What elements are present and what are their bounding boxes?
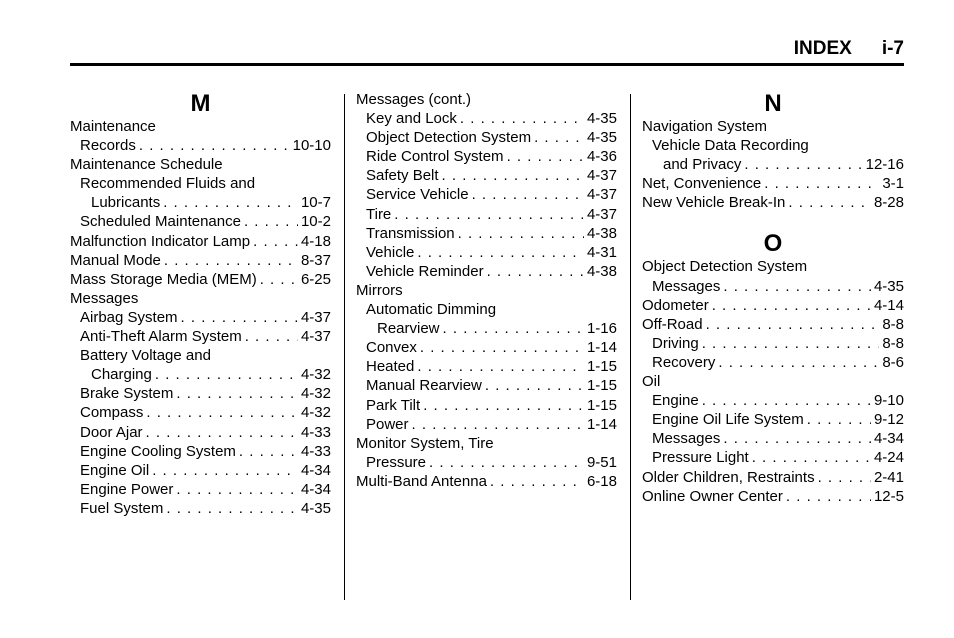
entry-page-number: 4-32: [300, 366, 331, 384]
entry-page-number: 4-35: [586, 129, 617, 147]
dot-leader: [442, 166, 584, 185]
entry-label: Maintenance: [70, 118, 156, 135]
dot-leader: [139, 136, 290, 155]
dot-leader: [487, 262, 584, 281]
entry-label: Object Detection System: [366, 129, 532, 147]
dot-leader: [718, 353, 879, 372]
index-entry: [356, 357, 617, 376]
entry-page-number: 4-32: [300, 404, 331, 422]
index-entry: [356, 415, 617, 434]
dot-leader: [786, 487, 871, 506]
entry-page-number: 4-14: [873, 296, 904, 314]
entry-label: Rearview: [377, 320, 440, 338]
entry-page-number: 4-32: [300, 385, 331, 403]
column-divider: [344, 94, 345, 600]
entry-label: Mass Storage Media (MEM): [70, 270, 257, 288]
entry-label: and Privacy: [663, 156, 742, 174]
index-entry: [70, 365, 331, 384]
dot-leader: [458, 224, 584, 243]
entry-label: Maintenance Schedule: [70, 156, 223, 174]
entry-page-number: 4-37: [300, 308, 331, 326]
dot-leader: [166, 499, 298, 518]
entry-label: Battery Voltage and: [80, 347, 211, 365]
entry-label: Power: [366, 415, 409, 433]
index-entry: [642, 391, 904, 410]
dot-leader: [429, 453, 584, 472]
entry-label: Pressure Light: [652, 449, 749, 467]
dot-leader: [712, 296, 871, 315]
section-gap: [642, 212, 904, 230]
entry-label: Messages: [70, 289, 139, 307]
entry-label: Navigation System: [642, 118, 768, 135]
entry-page-number: 4-31: [586, 243, 617, 261]
entry-page-number: 1-15: [586, 396, 617, 414]
entry-label: Charging: [91, 366, 152, 384]
index-entry: [642, 315, 904, 334]
dot-leader: [176, 384, 298, 403]
entry-page-number: 4-35: [300, 499, 331, 517]
dot-leader: [420, 338, 584, 357]
header-rule: [70, 63, 904, 66]
entry-page-number: 10-7: [300, 194, 331, 212]
index-entry: [70, 117, 331, 136]
index-entry: [356, 434, 617, 453]
entry-label: Brake System: [80, 385, 174, 403]
entry-label: Malfunction Indicator Lamp: [70, 232, 251, 250]
dot-leader: [507, 147, 584, 166]
entry-label: Engine: [652, 392, 699, 410]
entry-page-number: 4-37: [586, 205, 617, 223]
index-entry: [642, 174, 904, 193]
entry-label: Object Detection System: [642, 258, 808, 276]
entry-page-number: 12-5: [873, 487, 904, 505]
index-entry: [70, 346, 331, 365]
entry-page-number: 4-33: [300, 423, 331, 441]
index-entry: [356, 453, 617, 472]
dot-leader: [490, 472, 584, 491]
index-entry: [70, 251, 331, 270]
entry-label: Net, Convenience: [642, 175, 762, 193]
entry-page-number: 9-12: [873, 411, 904, 429]
index-entry: [356, 90, 617, 109]
entry-page-number: 10-10: [292, 137, 331, 155]
index-entry: [70, 174, 331, 193]
entry-label: Service Vehicle: [366, 186, 469, 204]
dot-leader: [460, 109, 584, 128]
dot-leader: [818, 468, 871, 487]
entry-label: Ride Control System: [366, 148, 504, 166]
entry-page-number: 3-1: [882, 175, 904, 193]
index-entry: [356, 338, 617, 357]
page-number: i-7: [881, 38, 904, 59]
entry-page-number: 4-24: [873, 449, 904, 467]
entry-label: Older Children, Restraints: [642, 468, 815, 486]
entry-label: Mirrors: [356, 281, 403, 299]
entry-page-number: 2-41: [873, 468, 904, 486]
entry-page-number: 4-34: [300, 480, 331, 498]
index-entry: [70, 155, 331, 174]
entry-label: Heated: [366, 358, 415, 376]
entry-label: Manual Mode: [70, 251, 161, 269]
index-entry: [70, 289, 331, 308]
entry-page-number: 6-18: [586, 472, 617, 490]
index-entry: [642, 117, 904, 136]
dot-leader: [417, 243, 584, 262]
index-column-1: [70, 90, 331, 518]
header-title: INDEX: [793, 38, 852, 59]
entry-label: Engine Power: [80, 480, 174, 498]
entry-page-number: 8-6: [882, 353, 904, 371]
entry-label: Scheduled Maintenance: [80, 213, 241, 231]
entry-label: Monitor System, Tire: [356, 434, 494, 452]
entry-label: Vehicle Reminder: [366, 262, 484, 280]
dot-leader: [146, 423, 298, 442]
index-entry: [642, 372, 904, 391]
index-entry: [642, 277, 904, 296]
dot-leader: [146, 403, 298, 422]
index-entry: [356, 205, 617, 224]
entry-page-number: 1-14: [586, 339, 617, 357]
dot-leader: [244, 212, 298, 231]
index-entry: [642, 429, 904, 448]
entry-label: Fuel System: [80, 499, 164, 517]
entry-page-number: 8-8: [882, 315, 904, 333]
entry-label: New Vehicle Break-In: [642, 194, 786, 212]
entry-page-number: 4-36: [586, 148, 617, 166]
index-entry: [70, 480, 331, 499]
entry-label: Airbag System: [80, 308, 178, 326]
index-entry: [70, 499, 331, 518]
entry-label: Engine Oil: [80, 461, 150, 479]
entry-label: Messages (cont.): [356, 91, 472, 108]
index-entry: [356, 319, 617, 338]
entry-label: Tire: [366, 205, 392, 223]
section-letter-m: M: [190, 90, 211, 117]
index-entry: [356, 224, 617, 243]
entry-page-number: 4-37: [586, 167, 617, 185]
dot-leader: [485, 376, 584, 395]
entry-page-number: 1-15: [586, 358, 617, 376]
dot-leader: [260, 270, 298, 289]
entry-label: Online Owner Center: [642, 487, 783, 505]
entry-label: Recommended Fluids and: [80, 175, 256, 193]
dot-leader: [752, 448, 871, 467]
index-entry: [356, 147, 617, 166]
entry-page-number: 4-38: [586, 262, 617, 280]
entry-label: Odometer: [642, 296, 709, 314]
dot-leader: [788, 193, 871, 212]
section-letter-n: N: [764, 90, 782, 117]
section-letter-o: O: [763, 230, 783, 258]
index-entry: [70, 232, 331, 251]
dot-leader: [394, 205, 584, 224]
index-entry: [356, 262, 617, 281]
entry-label: Park Tilt: [366, 396, 421, 414]
index-entry: [356, 185, 617, 204]
index-entry: [70, 212, 331, 231]
entry-page-number: 4-35: [586, 110, 617, 128]
index-entry: [356, 281, 617, 300]
index-entry: [642, 448, 904, 467]
index-entry: [642, 296, 904, 315]
entry-label: Engine Cooling System: [80, 442, 236, 460]
entry-page-number: 4-33: [300, 442, 331, 460]
index-entry: [356, 128, 617, 147]
index-entry: [70, 423, 331, 442]
index-entry: [642, 410, 904, 429]
entry-page-number: 8-8: [882, 334, 904, 352]
entry-page-number: 4-34: [300, 461, 331, 479]
index-entry: [642, 193, 904, 212]
index-entry: [70, 442, 331, 461]
dot-leader: [702, 334, 880, 353]
entry-page-number: 9-51: [586, 453, 617, 471]
entry-label: Records: [80, 137, 136, 155]
index-entry: [642, 136, 904, 155]
entry-label: Safety Belt: [366, 167, 439, 185]
dot-leader: [702, 391, 871, 410]
dot-leader: [245, 327, 298, 346]
index-entry: [356, 300, 617, 319]
dot-leader: [764, 174, 879, 193]
index-column-3: [642, 90, 904, 506]
index-entry: [356, 396, 617, 415]
dot-leader: [181, 308, 298, 327]
dot-leader: [706, 315, 880, 334]
entry-page-number: 4-35: [873, 277, 904, 295]
entry-page-number: 1-15: [586, 377, 617, 395]
dot-leader: [472, 185, 584, 204]
entry-page-number: 4-37: [586, 186, 617, 204]
entry-label: Lubricants: [91, 194, 161, 212]
dot-leader: [176, 480, 298, 499]
entry-label: Off-Road: [642, 315, 703, 333]
index-entry: [642, 155, 904, 174]
entry-label: Automatic Dimming: [366, 301, 497, 319]
dot-leader: [152, 461, 298, 480]
dot-leader: [417, 357, 584, 376]
index-entry: [356, 166, 617, 185]
index-entry: [70, 327, 331, 346]
entry-page-number: 4-34: [873, 430, 904, 448]
entry-page-number: 10-2: [300, 213, 331, 231]
entry-label: Transmission: [366, 224, 455, 242]
entry-label: Convex: [366, 339, 417, 357]
entry-label: Driving: [652, 334, 699, 352]
entry-page-number: 4-38: [586, 224, 617, 242]
index-entry: [356, 472, 617, 491]
dot-leader: [155, 365, 298, 384]
entry-page-number: 6-25: [300, 270, 331, 288]
index-entry: [356, 109, 617, 128]
dot-leader: [723, 429, 871, 448]
index-column-2: [356, 90, 617, 491]
dot-leader: [423, 396, 584, 415]
entry-label: Vehicle Data Recording: [652, 137, 809, 155]
index-entry: [642, 468, 904, 487]
index-entry: [70, 270, 331, 289]
entry-label: Anti-Theft Alarm System: [80, 328, 242, 346]
dot-leader: [163, 193, 298, 212]
entry-page-number: 8-28: [873, 194, 904, 212]
dot-leader: [534, 128, 584, 147]
index-entry: [70, 136, 331, 155]
entry-page-number: 9-10: [873, 392, 904, 410]
entry-page-number: 4-18: [300, 232, 331, 250]
entry-label: Vehicle: [366, 243, 415, 261]
index-entry: [70, 193, 331, 212]
index-entry: [642, 353, 904, 372]
index-entry: [642, 257, 904, 276]
index-entry: [70, 403, 331, 422]
entry-label: Oil: [642, 373, 661, 391]
dot-leader: [744, 155, 862, 174]
index-entry: [356, 376, 617, 395]
column-divider: [630, 94, 631, 600]
index-entry: [642, 334, 904, 353]
entry-page-number: 4-37: [300, 328, 331, 346]
dot-leader: [412, 415, 584, 434]
index-entry: [70, 308, 331, 327]
entry-label: Engine Oil Life System: [652, 411, 804, 429]
dot-leader: [253, 232, 298, 251]
entry-label: Key and Lock: [366, 110, 457, 128]
entry-label: Manual Rearview: [366, 377, 482, 395]
entry-label: Compass: [80, 404, 144, 422]
entry-label: Door Ajar: [80, 423, 143, 441]
dot-leader: [164, 251, 298, 270]
index-entry: [70, 384, 331, 403]
entry-label: Messages: [652, 430, 721, 448]
entry-page-number: 12-16: [865, 156, 904, 174]
entry-label: Pressure: [366, 453, 427, 471]
page-header: [794, 38, 904, 60]
entry-label: Recovery: [652, 353, 716, 371]
dot-leader: [443, 319, 584, 338]
dot-leader: [807, 410, 871, 429]
entry-label: Messages: [652, 277, 721, 295]
entry-label: Multi-Band Antenna: [356, 472, 487, 490]
entry-page-number: 8-37: [300, 251, 331, 269]
index-entry: [70, 461, 331, 480]
dot-leader: [239, 442, 298, 461]
dot-leader: [723, 277, 871, 296]
index-entry: [642, 487, 904, 506]
index-entry: [356, 243, 617, 262]
entry-page-number: 1-14: [586, 415, 617, 433]
entry-page-number: 1-16: [586, 320, 617, 338]
